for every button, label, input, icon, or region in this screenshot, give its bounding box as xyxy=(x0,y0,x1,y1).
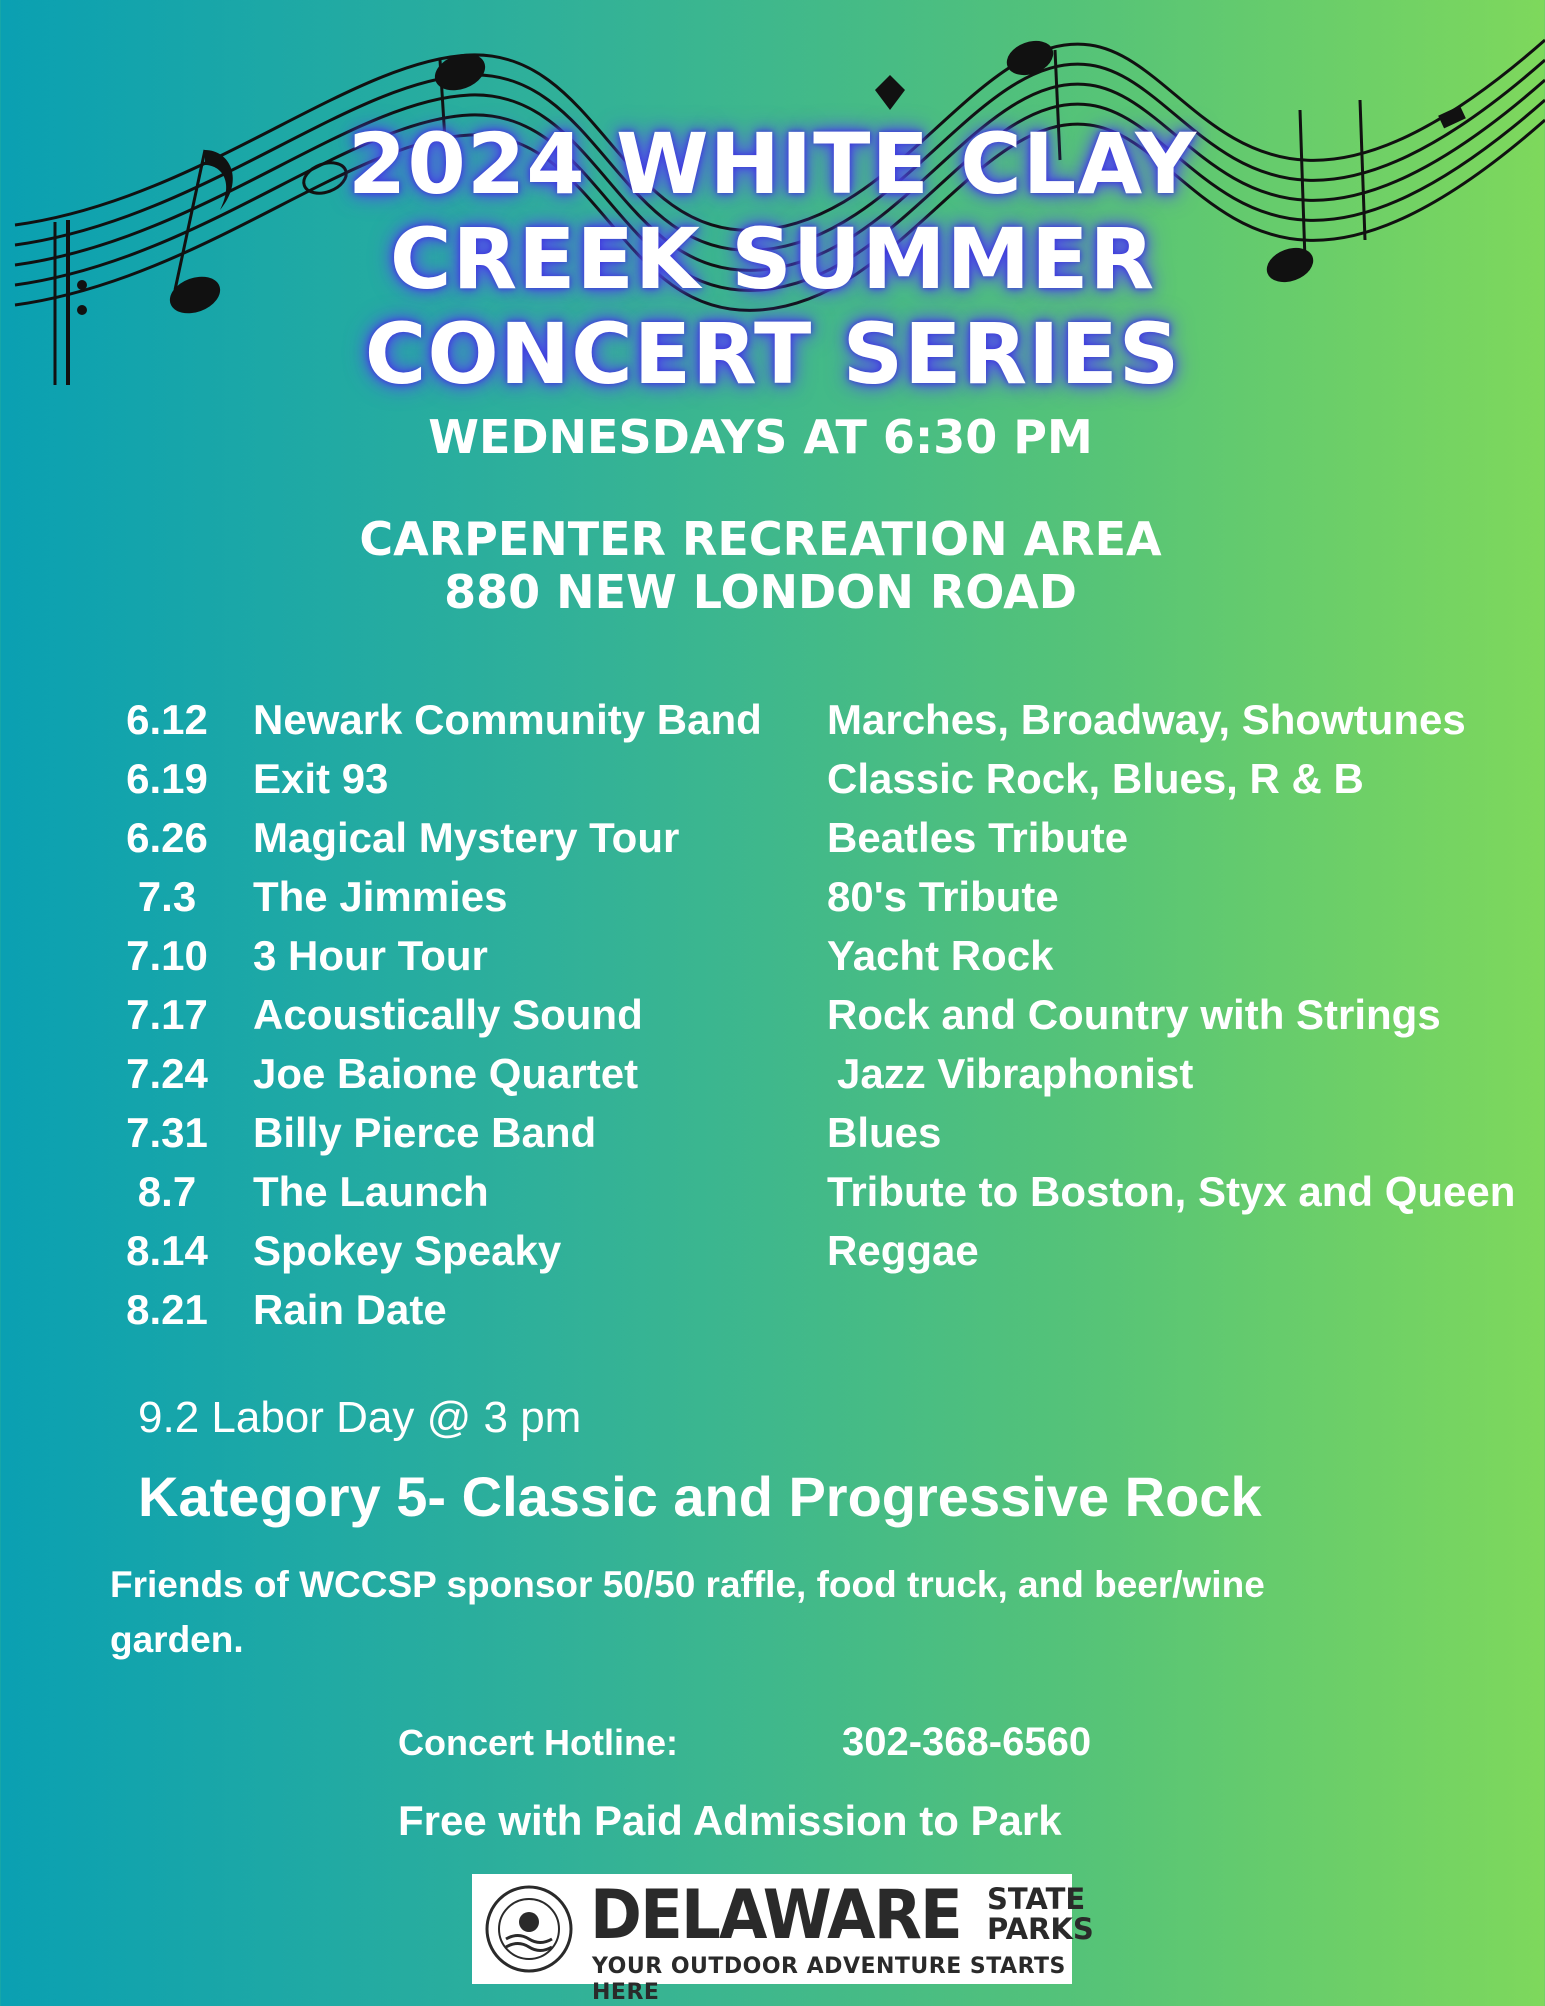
schedule-band: 3 Hour Tour xyxy=(253,932,488,979)
schedule-date: 7.3 xyxy=(137,873,197,920)
venue-name: CARPENTER RECREATION AREA xyxy=(359,512,1162,566)
schedule-row xyxy=(0,1108,1545,1167)
admission-note: Free with Paid Admission to Park xyxy=(398,1797,1062,1844)
hotline-number[interactable]: 302-368-6560 xyxy=(842,1720,1092,1764)
schedule-band: Acoustically Sound xyxy=(253,991,643,1038)
schedule-band: Rain Date xyxy=(253,1286,447,1333)
schedule-genre: 80's Tribute xyxy=(827,873,1059,920)
page-title-line-1: 2024 WHITE CLAY xyxy=(347,115,1198,213)
schedule-row xyxy=(0,1049,1545,1108)
schedule-date: 7.10 xyxy=(126,932,208,979)
schedule-row xyxy=(0,872,1545,931)
schedule-row xyxy=(0,1167,1545,1226)
venue-address: 880 NEW LONDON ROAD xyxy=(444,565,1077,619)
schedule-row xyxy=(0,990,1545,1049)
schedule-band: Newark Community Band xyxy=(253,696,762,743)
sponsor-text-line-1: Friends of WCCSP sponsor 50/50 raffle, food truck, and beer/wine xyxy=(110,1564,1265,1605)
schedule-date: 7.24 xyxy=(126,1050,208,1097)
schedule-band: The Jimmies xyxy=(253,873,508,920)
schedule-band: Billy Pierce Band xyxy=(253,1109,597,1156)
schedule-row xyxy=(0,695,1545,754)
sponsor-text-line-2: garden. xyxy=(110,1619,244,1660)
dnrec-seal-icon xyxy=(484,1884,574,1974)
schedule-genre: Rock and Country with Strings xyxy=(827,991,1441,1038)
schedule-band: The Launch xyxy=(253,1168,489,1215)
schedule-band: Magical Mystery Tour xyxy=(253,814,680,861)
schedule-band: Exit 93 xyxy=(253,755,389,802)
page-title-line-2: CREEK SUMMER xyxy=(389,210,1156,308)
schedule-genre: Tribute to Boston, Styx and Queen xyxy=(827,1168,1516,1215)
schedule-genre: Blues xyxy=(827,1109,942,1156)
logo-tagline: YOUR OUTDOOR ADVENTURE STARTS HERE xyxy=(592,1954,1066,2005)
delaware-state-parks-logo xyxy=(472,1874,1094,2005)
schedule-genre: Beatles Tribute xyxy=(827,814,1129,861)
logo-state: STATE xyxy=(987,1882,1086,1916)
schedule-band: Joe Baione Quartet xyxy=(253,1050,639,1097)
schedule-row xyxy=(0,813,1545,872)
schedule-date: 6.19 xyxy=(126,755,208,802)
schedule-row xyxy=(0,754,1545,813)
schedule-row xyxy=(0,1226,1545,1285)
schedule-row xyxy=(0,931,1545,990)
logo-parks: PARKS xyxy=(987,1912,1094,1946)
schedule-date: 8.7 xyxy=(137,1168,197,1215)
labor-day-date: 9.2 Labor Day @ 3 pm xyxy=(138,1393,582,1442)
schedule-genre: Reggae xyxy=(827,1227,979,1274)
schedule-date: 8.21 xyxy=(126,1286,208,1333)
schedule-genre: Marches, Broadway, Showtunes xyxy=(827,696,1466,743)
event-time: WEDNESDAYS AT 6:30 PM xyxy=(428,410,1093,464)
schedule-date: 8.14 xyxy=(126,1227,208,1274)
schedule-row xyxy=(0,1285,1545,1344)
schedule-genre: Classic Rock, Blues, R & B xyxy=(827,755,1364,802)
page-title-line-3: CONCERT SERIES xyxy=(364,305,1181,403)
schedule-date: 7.17 xyxy=(126,991,208,1038)
schedule-date: 6.12 xyxy=(126,696,208,743)
hotline-label: Concert Hotline: xyxy=(398,1722,679,1763)
labor-day-act: Kategory 5- Classic and Progressive Rock xyxy=(138,1465,1262,1528)
schedule-genre: Jazz Vibraphonist xyxy=(837,1050,1194,1097)
concert-schedule xyxy=(0,695,1545,1344)
schedule-genre: Yacht Rock xyxy=(827,932,1054,979)
schedule-band: Spokey Speaky xyxy=(253,1227,562,1274)
schedule-date: 7.31 xyxy=(126,1109,208,1156)
logo-wordmark: DELAWARE xyxy=(590,1876,961,1955)
schedule-date: 6.26 xyxy=(126,814,208,861)
